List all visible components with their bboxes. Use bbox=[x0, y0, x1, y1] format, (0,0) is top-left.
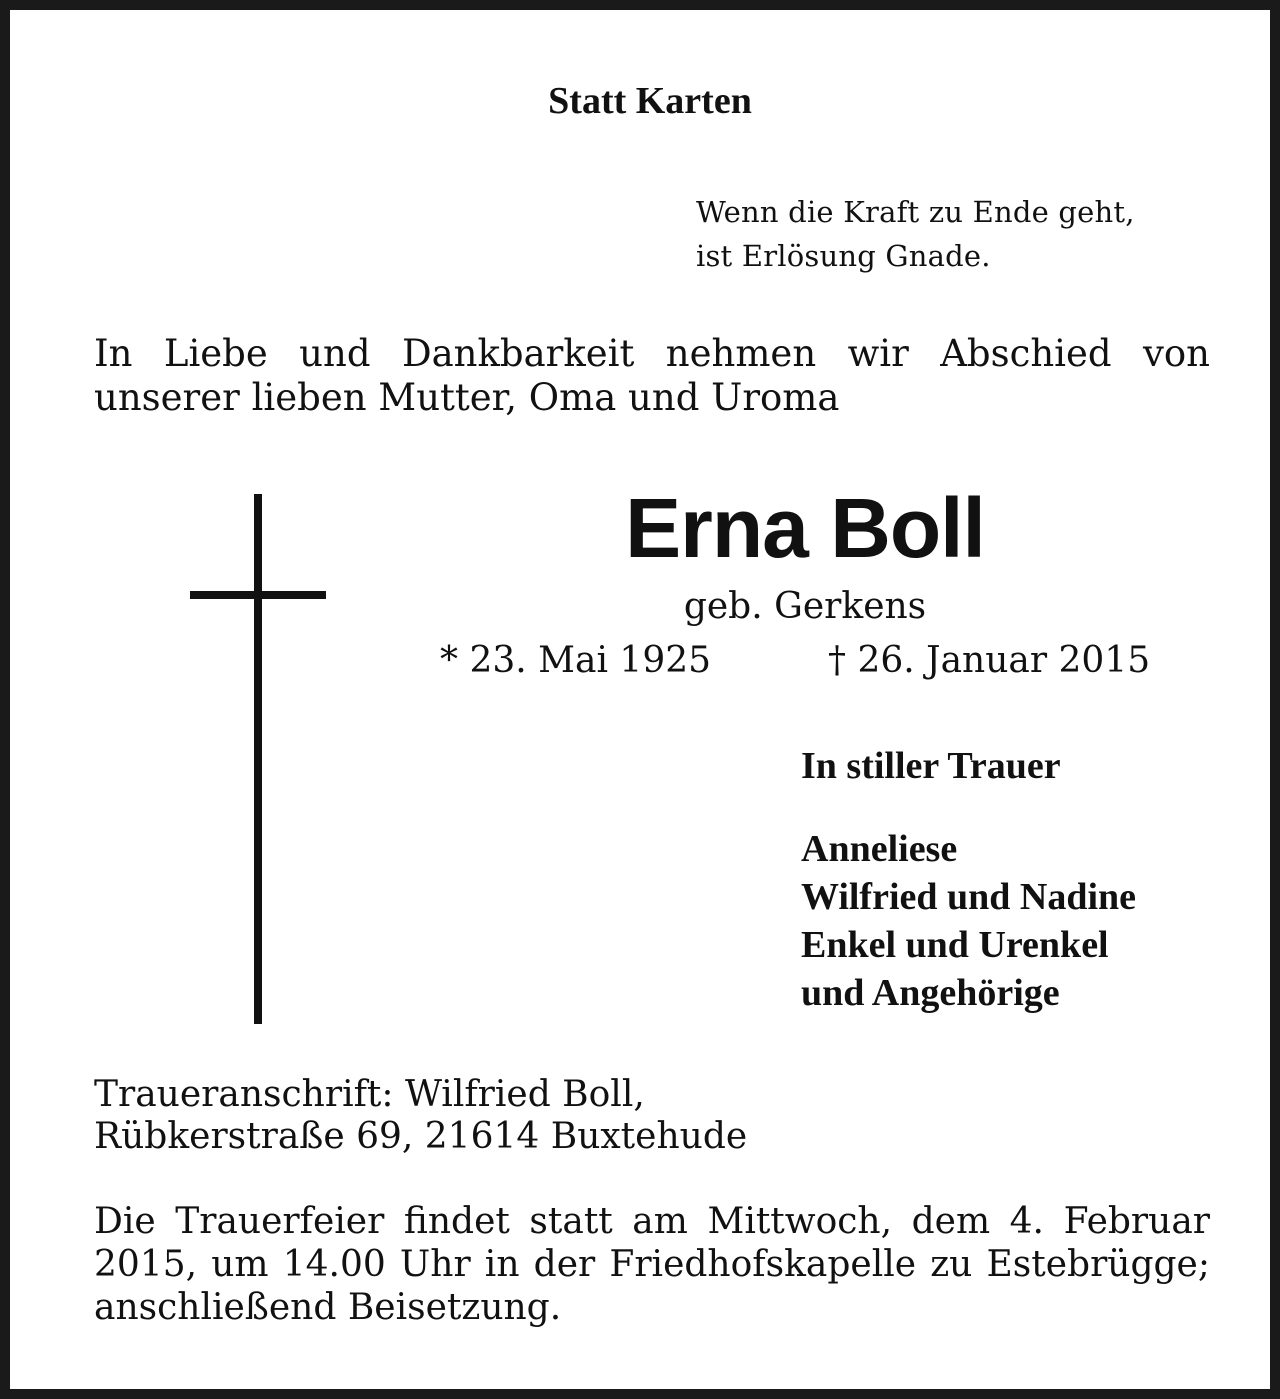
death-date: † 26. Januar 2015 bbox=[828, 640, 1151, 681]
cross-icon-horizontal bbox=[190, 591, 326, 599]
mourners-list bbox=[801, 825, 1136, 1017]
mourning-heading: In stiller Trauer bbox=[801, 745, 1061, 787]
mourner-name: Enkel und Urenkel bbox=[801, 924, 1109, 966]
memorial-quote bbox=[696, 190, 1236, 278]
ceremony-text: Die Trauerfeier findet statt am Mittwoch, dem 4. Februar 2015, um 14.00 Uhr in der Friedhofskapelle zu Estebrügge; anschließend Beisetzung. bbox=[94, 1201, 1210, 1328]
mourner-name: und Angehörige bbox=[801, 972, 1060, 1014]
maiden-name: geb. Gerkens bbox=[683, 586, 927, 627]
address-line-1: Traueranschrift: Wilfried Boll, bbox=[94, 1074, 645, 1115]
deceased-name: Erna Boll bbox=[625, 481, 985, 575]
address-line-2: Rübkerstraße 69, 21614 Buxtehude bbox=[94, 1116, 748, 1157]
cross-icon-vertical bbox=[254, 494, 262, 1024]
mourner-name: Wilfried und Nadine bbox=[801, 876, 1137, 918]
notice-header: Statt Karten bbox=[548, 80, 752, 122]
quote-line-2: ist Erlösung Gnade. bbox=[696, 239, 991, 273]
intro-text: In Liebe und Dankbarkeit nehmen wir Abschied von unserer lieben Mutter, Oma und Uroma bbox=[94, 332, 1210, 419]
mourning-address bbox=[94, 1074, 1210, 1158]
quote-line-1: Wenn die Kraft zu Ende geht, bbox=[696, 195, 1135, 229]
mourner-name: Anneliese bbox=[801, 828, 958, 870]
birth-date: * 23. Mai 1925 bbox=[440, 640, 712, 681]
